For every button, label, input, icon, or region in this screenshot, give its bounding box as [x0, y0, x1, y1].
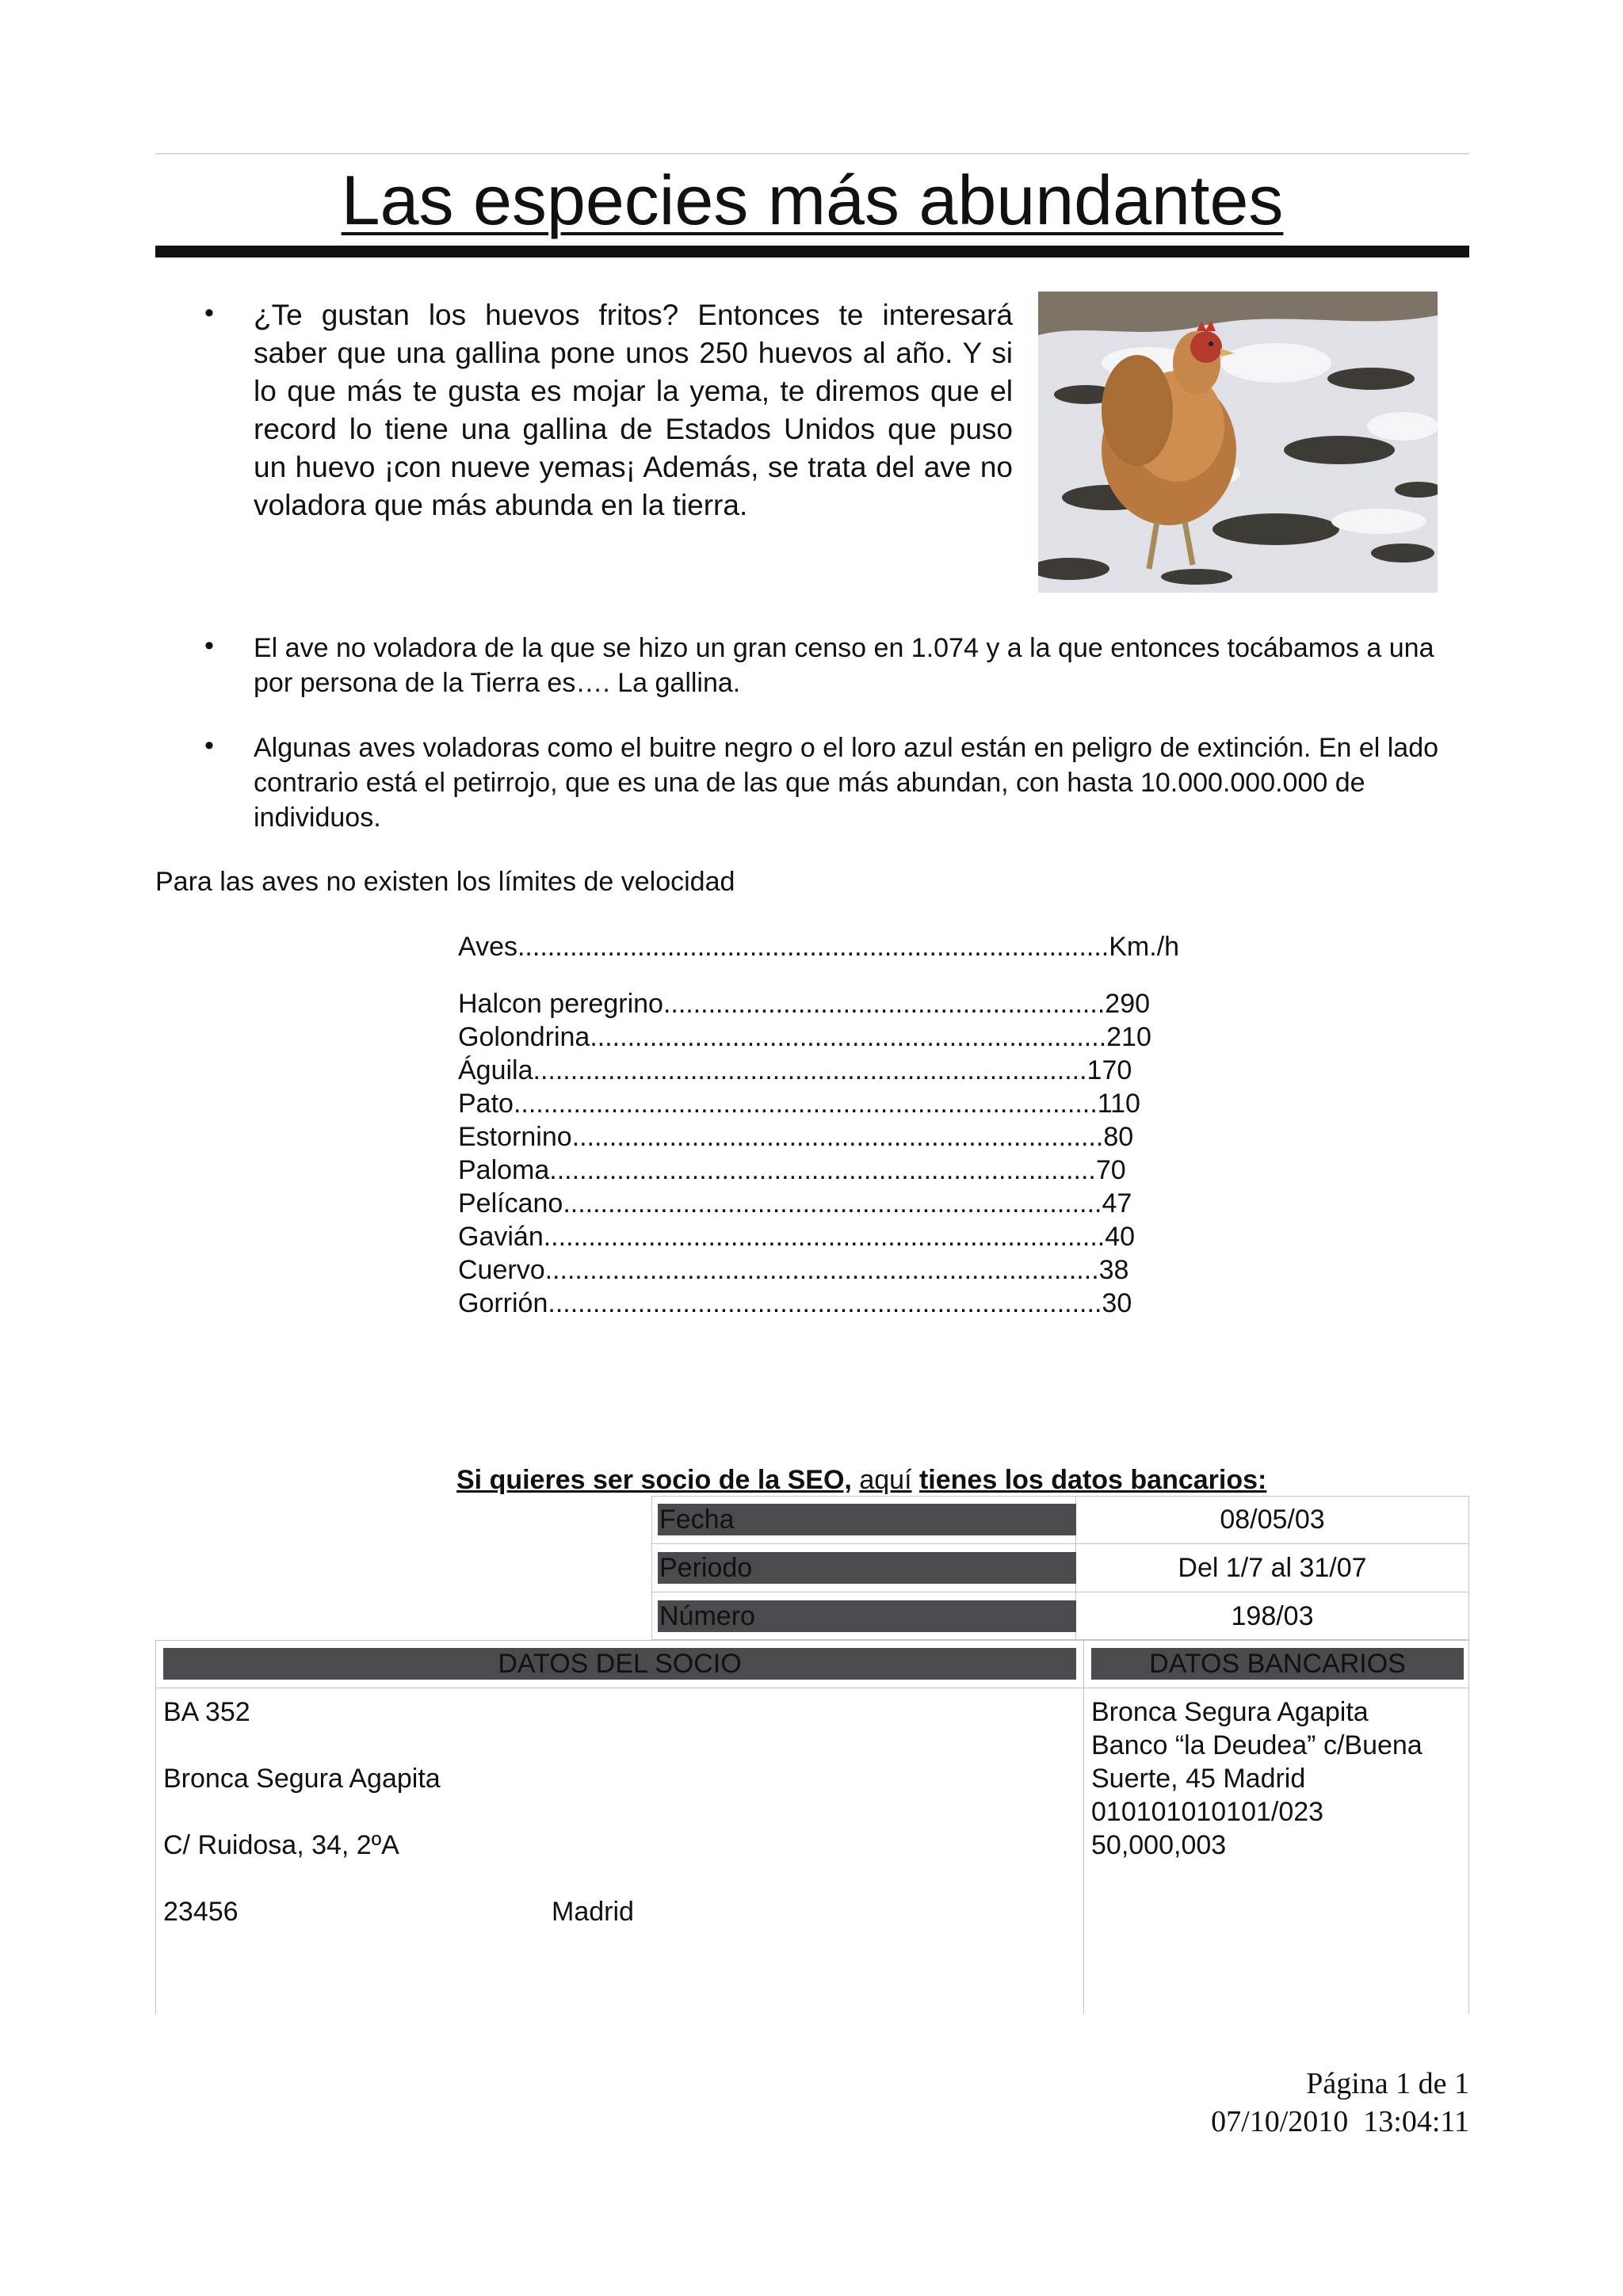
bird-speed: 38	[1098, 1255, 1129, 1285]
bird-name: Gavián	[458, 1222, 544, 1252]
bird-speed: 110	[1097, 1089, 1140, 1119]
datos-socio-column	[155, 1640, 1084, 2014]
socio-address: C/ Ruidosa, 34, 2ºA	[163, 1830, 399, 1860]
dot-leader: .....................................................................	[590, 1022, 1107, 1052]
hen-photo	[1038, 292, 1438, 593]
bullet-marker: •	[204, 631, 214, 661]
speed-table	[458, 987, 1243, 1320]
datos-bancarios-label: DATOS BANCARIOS	[1091, 1648, 1464, 1680]
bird-speed: 40	[1105, 1222, 1136, 1252]
footer-timestamp	[1211, 2103, 1469, 2141]
bird-name: Estornino	[458, 1122, 572, 1152]
speed-row	[458, 987, 1243, 1020]
fecha-label: Fecha	[658, 1504, 1076, 1535]
socio-postal-code: 23456	[163, 1897, 239, 1927]
speed-table-header	[458, 930, 1243, 963]
dot-leader: ..............................................................................	[513, 1089, 1098, 1119]
socio-heading	[456, 1463, 1266, 1497]
bullet-text-1: ¿Te gustan los huevos fritos? Entonces te interesará saber que una gallina pone unos 250 huevos al año. Y si lo que más te gusta es mojar la yema, te diremos que el record lo tiene una gallina de Estados Unidos que puso un huevo ¡con nueve yemas¡ Además, se trata del ave no voladora que más abunda en la tierra.	[254, 299, 1013, 521]
speed-row	[458, 1087, 1243, 1120]
bird-name: Pelícano	[458, 1188, 563, 1219]
speed-row	[458, 1120, 1243, 1154]
speed-row	[458, 1020, 1243, 1054]
speed-row	[458, 1220, 1243, 1253]
socio-city: Madrid	[552, 1897, 634, 1927]
numero-value: 198/03	[1231, 1601, 1314, 1631]
header-unit: Km./h	[1109, 932, 1180, 962]
title-underline-bar	[155, 246, 1469, 257]
bird-speed: 47	[1102, 1188, 1132, 1219]
bank-line: Banco “la Deudea” c/Buena	[1091, 1730, 1423, 1760]
fecha-value: 08/05/03	[1220, 1505, 1325, 1535]
bird-speed: 210	[1106, 1022, 1151, 1052]
socio-heading-part2: aquí	[859, 1465, 912, 1495]
bird-speed: 30	[1102, 1288, 1132, 1318]
bullet-text-3: Algunas aves voladoras como el buitre negro o el loro azul están en peligro de extinción. En el lado contrario está el petirrojo, que es una de las que más abundan, con hasta 10.000.000.000 de individuos.	[254, 733, 1439, 833]
periodo-label: Periodo	[658, 1552, 1076, 1584]
top-rule	[155, 153, 1469, 154]
bird-name: Pato	[458, 1089, 514, 1119]
page-title: Las especies más abundantes	[341, 161, 1284, 239]
bird-speed: 80	[1103, 1122, 1134, 1152]
footer-time: 13:04:11	[1363, 2105, 1469, 2138]
socio-name: Bronca Segura Agapita	[163, 1764, 441, 1794]
bank-line: 50,000,003	[1091, 1830, 1227, 1860]
dot-leader: ...........................................................................	[543, 1222, 1106, 1252]
dot-leader: ..........................................................................	[533, 1055, 1087, 1085]
header-name: Aves	[458, 932, 517, 962]
dot-leader: ........................................................................	[563, 1188, 1102, 1219]
bird-speed: 290	[1105, 989, 1151, 1019]
periodo-value: Del 1/7 al 31/07	[1178, 1553, 1367, 1583]
dot-leader: ...............................................................................	[517, 932, 1109, 962]
dot-leader: .........................................................................	[549, 1155, 1096, 1185]
bird-name: Halcon peregrino	[458, 989, 663, 1019]
bird-name: Paloma	[458, 1155, 550, 1185]
datos-socio-label: DATOS DEL SOCIO	[163, 1648, 1076, 1680]
bank-line: 010101010101/023	[1091, 1797, 1324, 1827]
speed-row	[458, 1154, 1243, 1187]
speed-heading: Para las aves no existen los límites de velocidad	[155, 867, 735, 897]
socio-code: BA 352	[163, 1697, 250, 1727]
bullet-text-2: El ave no voladora de la que se hizo un gran censo en 1.074 y a la que entonces tocábamos a una por persona de la Tierra es…. La gallina.	[254, 633, 1434, 698]
socio-heading-part1: Si quieres ser socio de la SEO,	[456, 1465, 852, 1495]
numero-label: Número	[658, 1600, 1076, 1632]
speed-row	[458, 1287, 1243, 1320]
speed-row	[458, 1253, 1243, 1287]
dot-leader: ..........................................................................	[544, 1255, 1099, 1285]
bird-name: Gorrión	[458, 1288, 548, 1318]
bullet-marker: •	[204, 298, 214, 328]
bird-name: Cuervo	[458, 1255, 545, 1285]
bird-speed: 70	[1095, 1155, 1126, 1185]
bullet-marker: •	[204, 730, 214, 761]
bank-details	[1091, 1695, 1423, 1862]
speed-row	[458, 1187, 1243, 1220]
footer-date: 07/10/2010	[1211, 2105, 1349, 2138]
speed-row	[458, 1054, 1243, 1087]
bank-line: Bronca Segura Agapita	[1091, 1697, 1369, 1727]
dot-leader: ..........................................................................	[548, 1288, 1102, 1318]
bird-name: Águila	[458, 1055, 533, 1085]
footer-page-number: Página 1 de 1	[1306, 2067, 1469, 2100]
dot-leader: .......................................................................	[571, 1122, 1104, 1152]
bank-line: Suerte, 45 Madrid	[1091, 1764, 1306, 1794]
dot-leader: ...........................................................	[663, 989, 1106, 1019]
socio-heading-part3: tienes los datos bancarios:	[918, 1465, 1267, 1495]
bird-name: Golondrina	[458, 1022, 590, 1052]
bird-speed: 170	[1086, 1055, 1132, 1085]
